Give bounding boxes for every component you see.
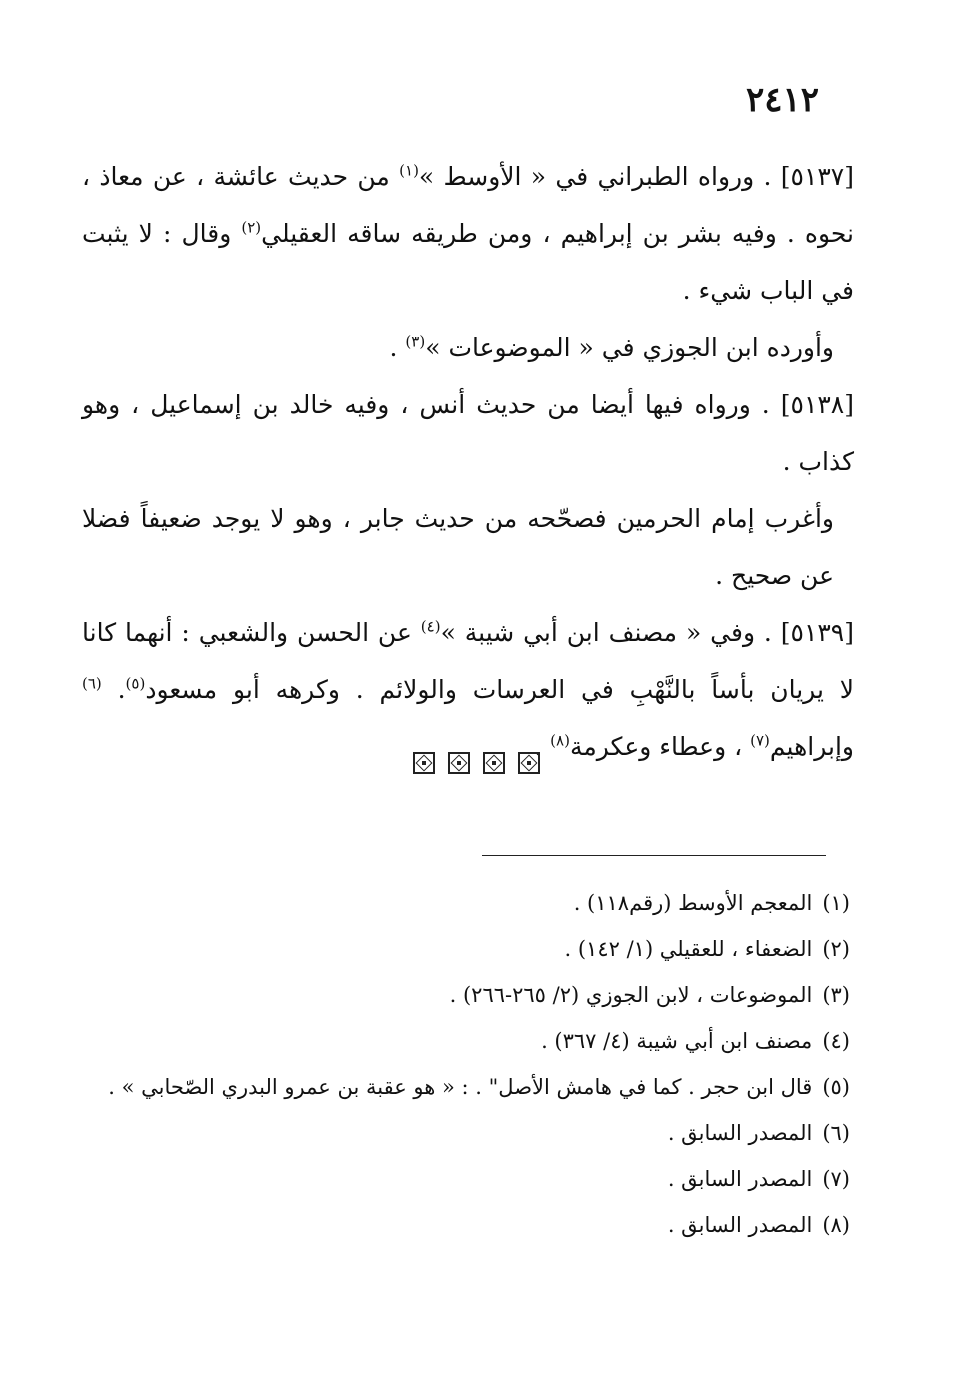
paragraph-text: عن الحسن والشعبي : أنهما كانا لا يريان بأساً بالنَّهْبِ في العرسات والولائم . وكرهه أبو مسعود	[82, 618, 854, 704]
paragraph-text: [٥١٣٨] . ورواه فيها أيضا من حديث أنس ، وفيه خالد بن إسماعيل ، وهو كذاب .	[82, 390, 854, 476]
footnote-text: المصدر السابق .	[667, 1121, 813, 1145]
footnote-item	[90, 972, 850, 1018]
main-text	[82, 148, 854, 775]
ornament-icon	[518, 752, 540, 774]
footnote-number: (٣)	[822, 983, 850, 1007]
paragraph-text: [٥١٣٧] . ورواه الطبراني في « الأوسط »	[418, 162, 854, 191]
footnote-text: مصنف ابن أبي شيبة (٤/ ٣٦٧) .	[541, 1029, 813, 1053]
footnote-number: (٨)	[822, 1213, 850, 1237]
footnote-text: المصدر السابق .	[667, 1167, 813, 1191]
footnote-item	[90, 880, 850, 926]
footnote-number: (١)	[822, 891, 850, 915]
paragraph-text: .	[534, 732, 551, 761]
paragraph-text: ، وعطاء وعكرمة	[569, 732, 751, 761]
footnote-ref: (٨)	[550, 731, 570, 750]
footnotes	[90, 880, 850, 1248]
footnote-item	[90, 1156, 850, 1202]
footnote-ref: (٣)	[405, 332, 426, 351]
page-number: ٢٤١٢	[745, 80, 819, 120]
footnote-number: (٥)	[822, 1075, 850, 1099]
footnote-text: المصدر السابق .	[667, 1213, 813, 1237]
footnote-ref: (٢)	[241, 218, 262, 237]
ornament-icon	[483, 752, 505, 774]
ornament-icon	[448, 752, 470, 774]
paragraph-ibn-jawzi	[82, 319, 854, 376]
paragraph-text: وإبراهيم	[769, 732, 854, 761]
footnote-ref: (٧)	[750, 731, 770, 750]
paragraph-text: من حديث عائشة ، عن معاذ ، نحوه . وفيه بشر بن إبراهيم ، ومن طريقه ساقه العقيلي	[82, 162, 855, 248]
ornament-icon	[413, 752, 435, 774]
footnote-text: المعجم الأوسط (رقم١١٨) .	[573, 891, 813, 915]
paragraph-imam-haramain	[82, 490, 854, 604]
footnote-item	[90, 1018, 850, 1064]
footnote-number: (٧)	[822, 1167, 850, 1191]
paragraph-5138	[82, 376, 854, 490]
paragraph-text: وقال : لا يثبت في الباب شيء .	[82, 219, 854, 305]
footnote-separator	[482, 855, 826, 856]
footnote-ref: (٥)	[125, 674, 146, 693]
footnote-ref: (٦)	[82, 674, 102, 693]
footnote-text: قال ابن حجر . كما في هامش الأصل" . : « هو عقبة بن عمرو البدري الصّحابي » .	[108, 1075, 813, 1099]
paragraph-text: وأغرب إمام الحرمين فصحّحه من حديث جابر ، وهو لا يوجد ضعيفاً فضلا عن صحيح .	[82, 504, 834, 590]
footnote-text: الضعفاء ، للعقيلي (١/ ١٤٢) .	[564, 937, 813, 961]
footnote-text: الموضوعات ، لابن الجوزي (٢/ ٢٦٥-٢٦٦) .	[449, 983, 813, 1007]
footnote-number: (٢)	[822, 937, 850, 961]
footnote-number: (٦)	[822, 1121, 850, 1145]
footnote-item	[90, 1202, 850, 1248]
paragraph-5139: [٥١٣٩] . وفي « مصنف ابن أبي شيبة »$^{(٤)}$ عن الحسن والشعبي : أنهما كانا لا يريان بأساً بالنَّهْبِ في العرسات والولائم . وكرهه أبو مسعود$^{(٥)}$. $^{(٦)}$ وإبراهيم$^{(٧)}$ ، وعطاء وعكرمة$^{(٨)}$ .	[82, 617, 854, 761]
paragraph-text: وأورده ابن الجوزي في « الموضوعات »	[425, 333, 834, 362]
footnote-number: (٤)	[822, 1029, 850, 1053]
footnote-item	[90, 926, 850, 972]
paragraph-text: .	[389, 333, 406, 362]
footnote-item	[90, 1110, 850, 1156]
footnote-item	[90, 1064, 850, 1110]
footnote-ref: (١)	[399, 161, 419, 180]
paragraph-text: [٥١٣٩] . وفي « مصنف ابن أبي شيبة »	[440, 618, 854, 647]
section-divider-ornaments	[0, 752, 953, 774]
footnote-ref: (٤)	[420, 617, 441, 636]
paragraph-5137	[82, 148, 854, 319]
